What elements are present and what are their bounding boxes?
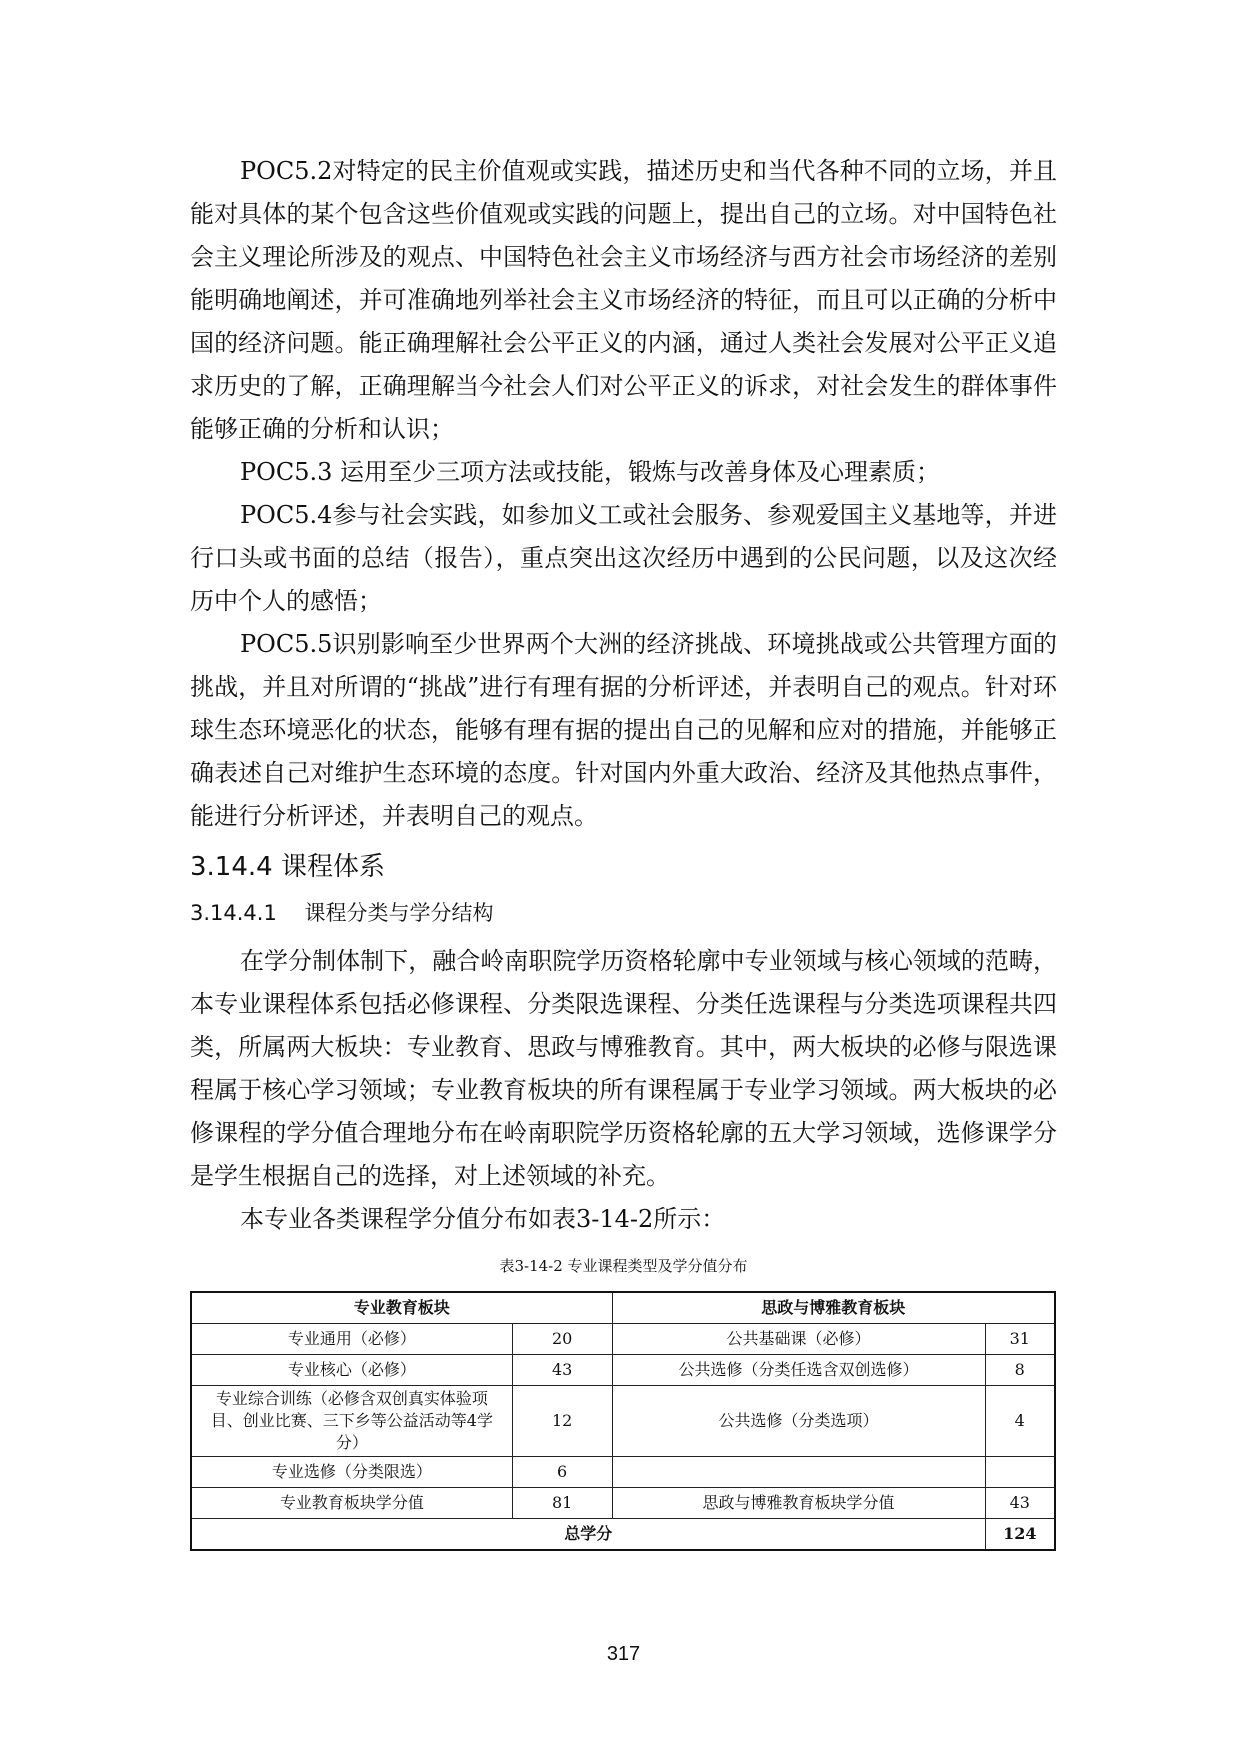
cell: 公共基础课（必修） bbox=[612, 1324, 985, 1355]
paragraph-poc5-3: POC5.3 运用至少三项方法或技能，锻炼与改善身体及心理素质； bbox=[240, 458, 940, 486]
cell: 思政与博雅教育板块学分值 bbox=[612, 1488, 985, 1519]
page-number: 317 bbox=[606, 1643, 641, 1665]
cell: 专业通用（必修） bbox=[191, 1324, 512, 1355]
cell bbox=[612, 1457, 985, 1488]
paragraph-poc5-5: POC5.5识别影响至少世界两个大洲的经济挑战、环境挑战或公共管理方面的挑战，并且对所谓的“挑战”进行有理有据的分析评述，并表明自己的观点。针对环球生态环境恶化的状态，能够有理有据的提出自己的见解和应对的措施，并能够正确表述自己对维护生态环境的态度。针对国内外重大政治、经济及其他热点事件，能进行分析评述，并表明自己的观点。 bbox=[190, 630, 1057, 830]
paragraph-poc5-4: POC5.4参与社会实践，如参加义工或社会服务、参观爱国主义基地等，并进行口头或书面的总结（报告），重点突出这次经历中遇到的公民问题，以及这次经历中个人的感悟； bbox=[190, 501, 1057, 615]
table-row bbox=[191, 1324, 1055, 1355]
total-value: 124 bbox=[985, 1519, 1055, 1551]
table-row bbox=[191, 1457, 1055, 1488]
cell bbox=[985, 1457, 1055, 1488]
table-header-row bbox=[191, 1292, 1055, 1324]
header-professional: 专业教育板块 bbox=[191, 1292, 612, 1324]
total-label: 总学分 bbox=[191, 1519, 985, 1551]
section-heading: 3.14.4 课程体系 bbox=[190, 852, 385, 882]
header-general: 思政与博雅教育板块 bbox=[612, 1292, 1055, 1324]
table-caption: 表3-14-2 专业课程类型及学分值分布 bbox=[499, 1257, 748, 1275]
table-row bbox=[191, 1355, 1055, 1386]
paragraph-poc5-2: POC5.2对特定的民主价值观或实践，描述历史和当代各种不同的立场，并且能对具体的某个包含这些价值观或实践的问题上，提出自己的立场。对中国特色社会主义理论所涉及的观点、中国特色社会主义市场经济与西方社会市场经济的差别能明确地阐述，并可准确地列举社会主义市场经济的特征，而且可以正确的分析中国的经济问题。能正确理解社会公平正义的内涵，通过人类社会发展对公平正义追求历史的了解，正确理解当今社会人们对公平正义的诉求，对社会发生的群体事件能够正确的分析和认识； bbox=[190, 157, 1057, 443]
table-row bbox=[191, 1488, 1055, 1519]
cell: 6 bbox=[512, 1457, 612, 1488]
cell: 43 bbox=[512, 1355, 612, 1386]
cell: 4 bbox=[985, 1386, 1055, 1457]
cell: 8 bbox=[985, 1355, 1055, 1386]
cell: 81 bbox=[512, 1488, 612, 1519]
credit-table bbox=[190, 1291, 1056, 1551]
cell: 专业选修（分类限选） bbox=[191, 1457, 512, 1488]
cell: 公共选修（分类任选含双创选修） bbox=[612, 1355, 985, 1386]
page-body bbox=[190, 0, 1057, 1707]
table-total-row bbox=[191, 1519, 1055, 1551]
paragraph-table-intro: 本专业各类课程学分值分布如表3-14-2所示： bbox=[240, 1205, 726, 1233]
cell: 43 bbox=[985, 1488, 1055, 1519]
cell: 专业核心（必修） bbox=[191, 1355, 512, 1386]
subsection-heading: 3.14.4.1 课程分类与学分结构 bbox=[190, 901, 494, 925]
cell: 专业教育板块学分值 bbox=[191, 1488, 512, 1519]
cell: 专业综合训练（必修含双创真实体验项目、创业比赛、三下乡等公益活动等4学分） bbox=[191, 1386, 512, 1457]
cell: 12 bbox=[512, 1386, 612, 1457]
paragraph-course-system: 在学分制体制下，融合岭南职院学历资格轮廓中专业领域与核心领域的范畴，本专业课程体系包括必修课程、分类限选课程、分类任选课程与分类选项课程共四类，所属两大板块：专业教育、思政与博雅教育。其中，两大板块的必修与限选课程属于核心学习领域；专业教育板块的所有课程属于专业学习领域。两大板块的必修课程的学分值合理地分布在岭南职院学历资格轮廓的五大学习领域，选修课学分是学生根据自己的选择，对上述领域的补充。 bbox=[190, 947, 1057, 1190]
table-row bbox=[191, 1386, 1055, 1457]
cell: 31 bbox=[985, 1324, 1055, 1355]
cell: 20 bbox=[512, 1324, 612, 1355]
cell: 公共选修（分类选项） bbox=[612, 1386, 985, 1457]
